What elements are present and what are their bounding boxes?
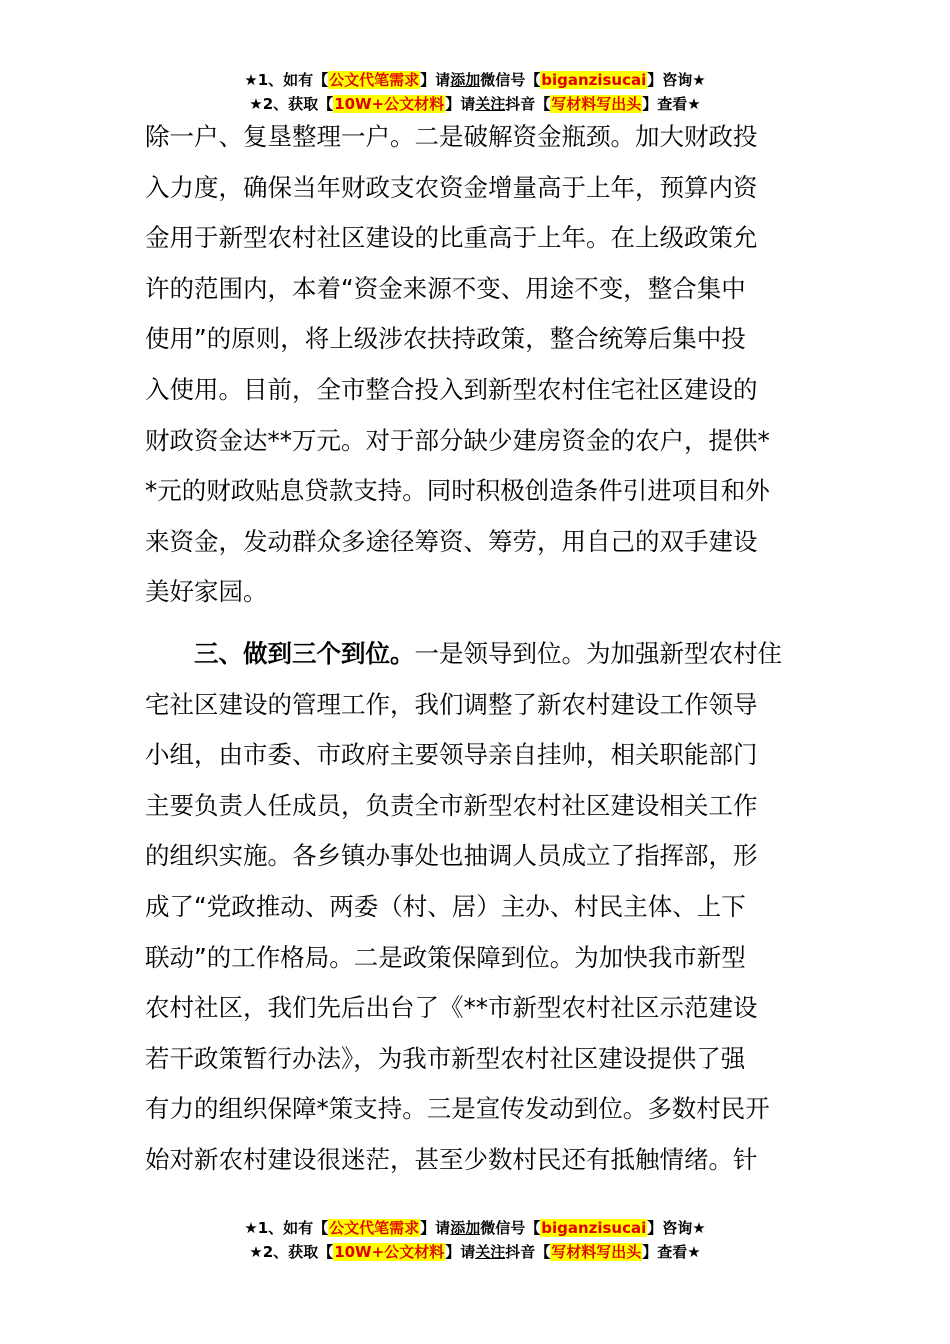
highlight-materials: 10W+公文材料	[334, 95, 445, 113]
banner-text: 】咨询★	[647, 1219, 706, 1237]
banner-underlined: 关注	[475, 1243, 506, 1261]
banner-text: ★2、获取【	[249, 1243, 334, 1261]
banner-text: ★2、获取【	[249, 95, 334, 113]
text-line: 成了“党政推动、两委（村、居）主办、村民主体、上下	[145, 891, 746, 921]
text-line: 农村社区，我们先后出台了《**市新型农村社区示范建设	[145, 993, 758, 1023]
banner-text: 微信号【	[480, 71, 541, 89]
text-line: 主要负责人任成员，负责全市新型农村社区建设相关工作	[145, 790, 758, 820]
text-line: 来资金，发动群众多途径筹资、筹劳，用自己的双手建设	[145, 526, 758, 556]
highlight-douyin: 写材料写出头	[551, 95, 642, 113]
text-line: 金用于新型农村社区建设的比重高于上年。在上级政策允	[145, 223, 758, 253]
section-heading: 三、做到三个到位。	[194, 638, 415, 668]
banner-text: 】请	[445, 1243, 476, 1261]
highlight-materials: 10W+公文材料	[334, 1243, 445, 1261]
banner-line-1	[0, 68, 950, 92]
text-line: 宅社区建设的管理工作，我们调整了新农村建设工作领导	[145, 689, 758, 719]
document-body	[145, 112, 809, 1185]
text-line: 入力度，确保当年财政支农资金增量高于上年，预算内资	[145, 172, 758, 202]
banner-text: 】请	[420, 71, 451, 89]
text-line: 的组织实施。各乡镇办事处也抽调人员成立了指挥部，形	[145, 841, 758, 871]
header-banner	[0, 68, 950, 116]
banner-text: 微信号【	[480, 1219, 541, 1237]
highlight-wechat-id: biganzisucai	[541, 71, 647, 89]
text-line: 许的范围内，本着“资金来源不变、用途不变，整合集中	[145, 273, 746, 303]
text-line: 若干政策暂行办法》，为我市新型农村社区建设提供了强	[145, 1043, 746, 1073]
paragraph-funding	[145, 112, 809, 618]
text-line: 使用”的原则，将上级涉农扶持政策，整合统筹后集中投	[145, 324, 746, 354]
text-line: 始对新农村建设很迷茫，甚至少数村民还有抵触情绪。针	[145, 1144, 758, 1174]
banner-text: 】请	[445, 95, 476, 113]
banner-text: ★1、如有【	[244, 1219, 329, 1237]
banner-text: 】查看★	[642, 1243, 701, 1261]
text-line: 联动”的工作格局。二是政策保障到位。为加快我市新型	[145, 942, 746, 972]
banner-underlined: 添加	[450, 71, 481, 89]
text-line: 美好家园。	[145, 577, 268, 607]
text-line: *元的财政贴息贷款支持。同时积极创造条件引进项目和外	[145, 476, 770, 506]
text-line: 有力的组织保障*策支持。三是宣传发动到位。多数村民开	[145, 1094, 770, 1124]
banner-text: ★1、如有【	[244, 71, 329, 89]
text-line: 除一户、复垦整理一户。二是破解资金瓶颈。加大财政投	[145, 122, 758, 151]
highlight-service: 公文代笔需求	[329, 1219, 420, 1237]
banner-underlined: 添加	[450, 1219, 481, 1237]
banner-text: 】查看★	[642, 95, 701, 113]
banner-line-2	[0, 1240, 950, 1264]
highlight-wechat-id: biganzisucai	[541, 1219, 647, 1237]
banner-text: 抖音【	[505, 1243, 551, 1261]
paragraph-three-in-place	[145, 629, 809, 1186]
highlight-douyin: 写材料写出头	[551, 1243, 642, 1261]
highlight-service: 公文代笔需求	[329, 71, 420, 89]
banner-underlined: 关注	[475, 95, 506, 113]
banner-text: 】请	[420, 1219, 451, 1237]
text-line: 财政资金达**万元。对于部分缺少建房资金的农户，提供*	[145, 425, 770, 455]
banner-text: 】咨询★	[647, 71, 706, 89]
text-line: 入使用。目前，全市整合投入到新型农村住宅社区建设的	[145, 374, 758, 404]
text-line: 一是领导到位。为加强新型农村住	[414, 638, 782, 668]
banner-text: 抖音【	[505, 95, 551, 113]
footer-banner	[0, 1216, 950, 1264]
text-line: 小组，由市委、市政府主要领导亲自挂帅，相关职能部门	[145, 740, 758, 770]
banner-line-1	[0, 1216, 950, 1240]
